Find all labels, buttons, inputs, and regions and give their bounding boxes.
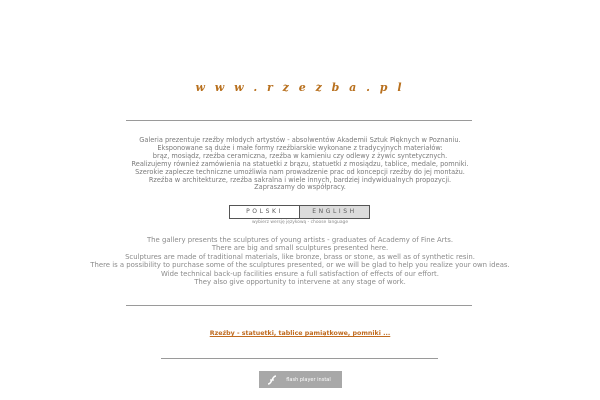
flash-player-install-button[interactable] [259, 371, 342, 388]
polish-description [0, 137, 600, 192]
divider-top [126, 120, 472, 121]
divider-middle [126, 305, 472, 306]
polish-line: Zapraszamy do współpracy. [254, 183, 346, 192]
english-line: Wide technical back-up facilities ensure a full satisfaction of effects of our effort. [161, 269, 439, 278]
language-hint: wybierz wersję językową - choose language [251, 220, 349, 225]
polish-line: Eksponowane są duże i małe formy rzeźbiarskie wykonane z tradycyjnych materiałów: [157, 143, 443, 152]
english-line: The gallery presents the sculptures of young artists - graduates of Academy of Fine Arts. [146, 236, 454, 244]
polish-line: Rzeźba w architekturze, rzeźba sakralna i wiele innych, bardziej indywidualnych propozycji. [148, 175, 452, 184]
english-description [0, 236, 600, 286]
english-line: They also give opportunity to intervene at any stage of work. [194, 278, 406, 287]
polski-button[interactable]: POLSKI [230, 206, 300, 218]
english-line: Sculptures are made of traditional materials, like bronze, brass or stone, as well as of synthetic resin. [125, 252, 475, 261]
english-button[interactable]: ENGLISH [300, 206, 369, 218]
polish-line: Szerokie zaplecze techniczne umożliwia nam prowadzenie prac od koncepcji rzeźby do jej montażu. [135, 167, 465, 176]
polish-line: Realizujemy również zamówienia na statuetki z brązu, statuetki z mosiądzu, tablice, medale, pomniki. [131, 159, 469, 168]
divider-bottom [161, 358, 438, 359]
flash-icon [265, 373, 279, 387]
polish-line: brąz, mosiądz, rzeźba ceramiczna, rzeźba w kamieniu czy odlewy z żywic syntetycznych. [152, 151, 448, 160]
language-switch [229, 205, 370, 219]
site-title: w w w . r z e z b a . p l [195, 81, 405, 94]
products-link[interactable]: Rzeźby - statuetki, tablice pamiątkowe, pomniki ... [209, 330, 391, 337]
english-line: There is a possibility to purchase some of the sculptures presented, or we will be glad to help you realize your own ideas. [90, 261, 510, 270]
polish-line: Galeria prezentuje rzeźby młodych artystów - absolwentów Akademii Sztuk Pięknych w Poznaniu. [139, 136, 461, 144]
flash-player-label: flash player instal [286, 376, 331, 383]
english-line: There are big and small sculptures presented here. [211, 244, 389, 253]
